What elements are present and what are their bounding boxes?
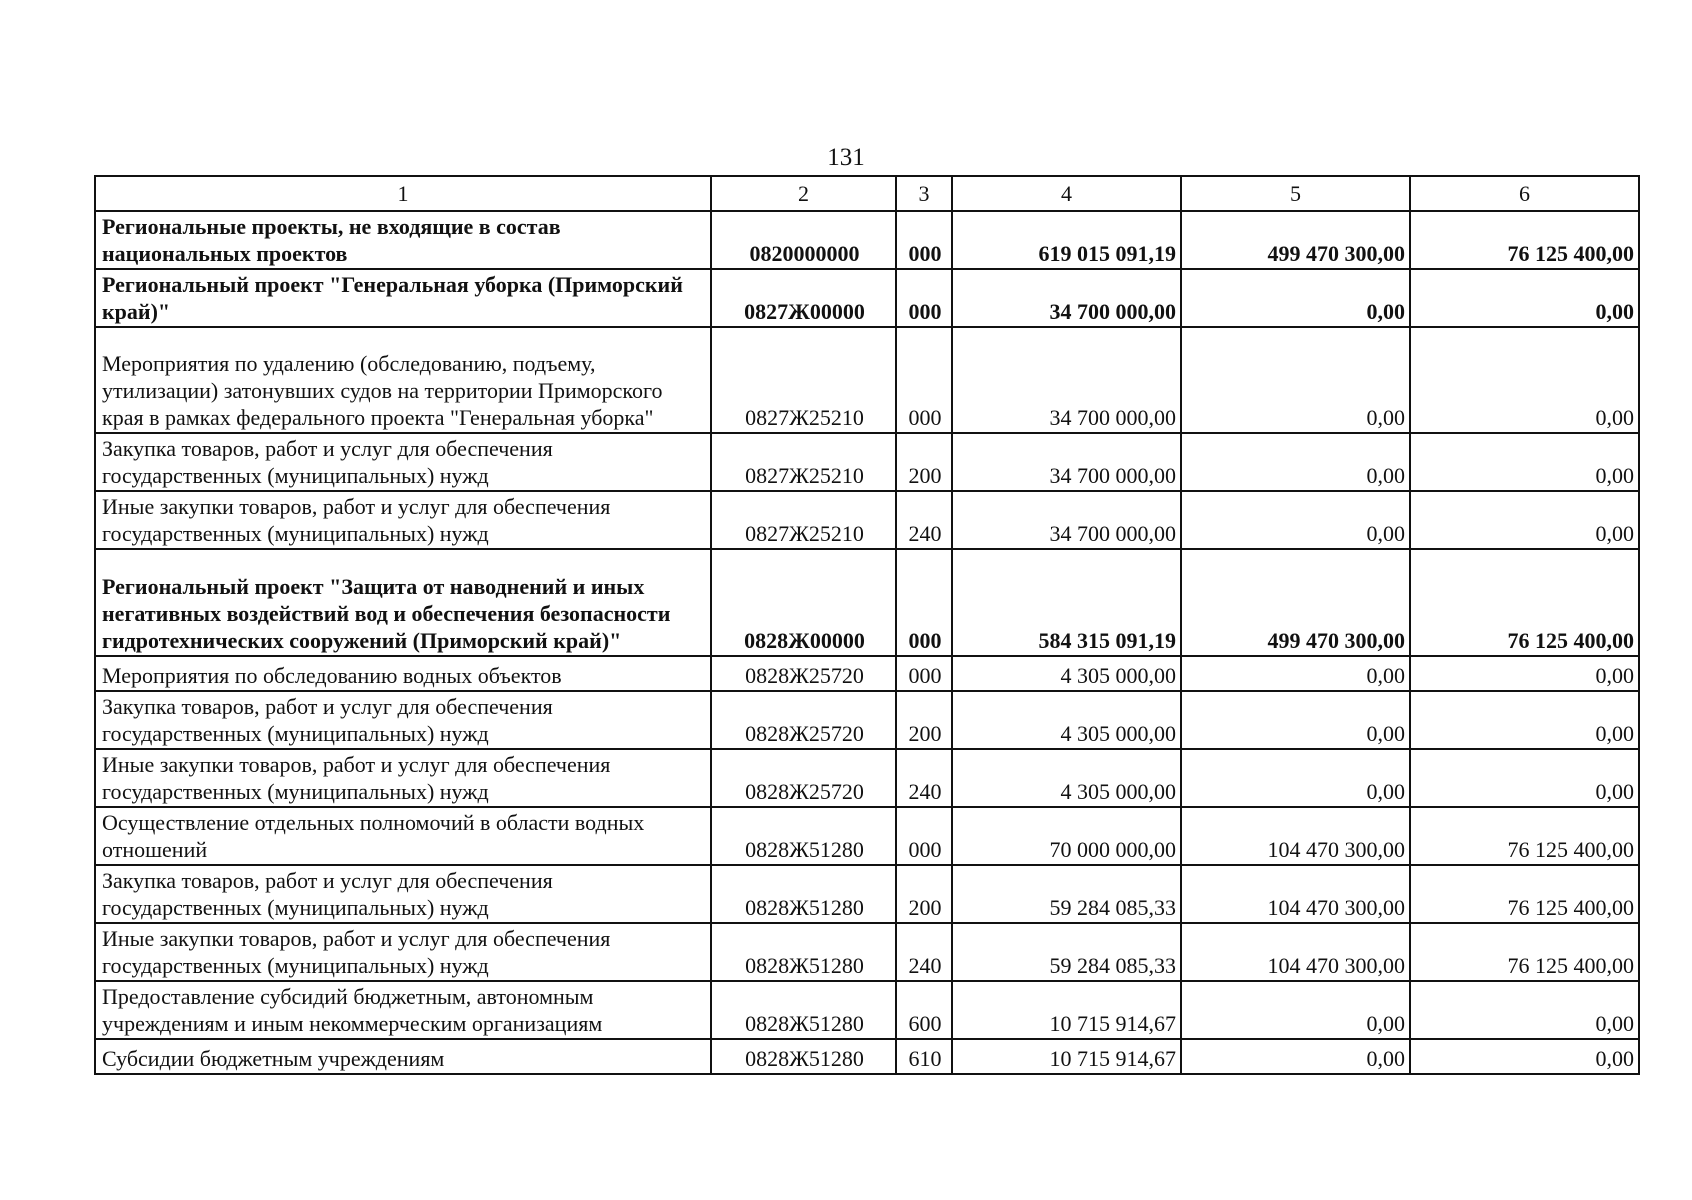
row-value-col6: 0,00: [1410, 327, 1639, 433]
row-expense-type-cell: 610: [896, 1039, 952, 1074]
row-value-col5: 0,00: [1181, 269, 1410, 327]
table-row: [95, 749, 1639, 807]
row-name-cell: Закупка товаров, работ и услуг для обеспечения государственных (муниципальных) нужд: [95, 865, 711, 923]
row-expense-type-cell: 600: [896, 981, 952, 1039]
row-code-cell: 0828Ж25720: [711, 656, 896, 691]
row-code-cell: 0827Ж25210: [711, 491, 896, 549]
column-header: 5: [1181, 176, 1410, 211]
row-expense-type-cell: 000: [896, 211, 952, 269]
row-value-col4: 34 700 000,00: [952, 327, 1181, 433]
row-code-cell: 0827Ж25210: [711, 433, 896, 491]
row-value-col5: 0,00: [1181, 433, 1410, 491]
table-row: [95, 865, 1639, 923]
row-code-cell: 0820000000: [711, 211, 896, 269]
row-expense-type-cell: 240: [896, 491, 952, 549]
row-name-cell: Иные закупки товаров, работ и услуг для обеспечения государственных (муниципальных) нужд: [95, 749, 711, 807]
row-code-cell: 0828Ж25720: [711, 749, 896, 807]
row-value-col4: 4 305 000,00: [952, 691, 1181, 749]
row-name-cell: Региональный проект "Генеральная уборка (Приморский край)": [95, 269, 711, 327]
row-value-col6: 0,00: [1410, 656, 1639, 691]
row-value-col4: 584 315 091,19: [952, 549, 1181, 656]
row-code-cell: 0828Ж51280: [711, 923, 896, 981]
row-value-col4: 59 284 085,33: [952, 923, 1181, 981]
table-row: [95, 549, 1639, 656]
row-value-col5: 499 470 300,00: [1181, 211, 1410, 269]
row-value-col4: 34 700 000,00: [952, 269, 1181, 327]
row-value-col6: 0,00: [1410, 1039, 1639, 1074]
row-value-col5: 0,00: [1181, 981, 1410, 1039]
row-expense-type-cell: 200: [896, 433, 952, 491]
row-value-col5: 0,00: [1181, 1039, 1410, 1074]
row-expense-type-cell: 000: [896, 656, 952, 691]
row-code-cell: 0828Ж00000: [711, 549, 896, 656]
row-name-cell: Мероприятия по обследованию водных объектов: [95, 656, 711, 691]
row-value-col4: 70 000 000,00: [952, 807, 1181, 865]
table-row: [95, 1039, 1639, 1074]
row-expense-type-cell: 240: [896, 749, 952, 807]
row-value-col6: 0,00: [1410, 691, 1639, 749]
row-value-col4: 34 700 000,00: [952, 433, 1181, 491]
row-expense-type-cell: 200: [896, 865, 952, 923]
row-value-col5: 0,00: [1181, 491, 1410, 549]
row-value-col6: 0,00: [1410, 981, 1639, 1039]
row-name-cell: Региональный проект "Защита от наводнений и иных негативных воздействий вод и обеспечения безопасности гидротехнических сооружений (Приморский край)": [95, 549, 711, 656]
row-code-cell: 0827Ж00000: [711, 269, 896, 327]
table-row: [95, 923, 1639, 981]
row-value-col6: 76 125 400,00: [1410, 211, 1639, 269]
row-code-cell: 0828Ж51280: [711, 1039, 896, 1074]
row-name-cell: Региональные проекты, не входящие в состав национальных проектов: [95, 211, 711, 269]
table-row: [95, 211, 1639, 269]
row-name-cell: Иные закупки товаров, работ и услуг для обеспечения государственных (муниципальных) нужд: [95, 923, 711, 981]
row-expense-type-cell: 000: [896, 807, 952, 865]
row-expense-type-cell: 000: [896, 327, 952, 433]
row-value-col6: 76 125 400,00: [1410, 549, 1639, 656]
row-name-cell: Мероприятия по удалению (обследованию, подъему, утилизации) затонувших судов на территории Приморского края в рамках федерального проекта "Генеральная уборка": [95, 327, 711, 433]
row-value-col5: 0,00: [1181, 656, 1410, 691]
row-value-col4: 4 305 000,00: [952, 656, 1181, 691]
row-value-col6: 76 125 400,00: [1410, 865, 1639, 923]
page-number: 131: [827, 144, 865, 171]
row-value-col4: 4 305 000,00: [952, 749, 1181, 807]
row-name-cell: Осуществление отдельных полномочий в области водных отношений: [95, 807, 711, 865]
row-value-col4: 10 715 914,67: [952, 981, 1181, 1039]
row-value-col6: 76 125 400,00: [1410, 807, 1639, 865]
table-row: [95, 807, 1639, 865]
row-value-col6: 0,00: [1410, 433, 1639, 491]
row-name-cell: Субсидии бюджетным учреждениям: [95, 1039, 711, 1074]
row-expense-type-cell: 000: [896, 549, 952, 656]
table-row: [95, 656, 1639, 691]
row-code-cell: 0828Ж25720: [711, 691, 896, 749]
row-code-cell: 0827Ж25210: [711, 327, 896, 433]
row-value-col4: 619 015 091,19: [952, 211, 1181, 269]
row-name-cell: Закупка товаров, работ и услуг для обеспечения государственных (муниципальных) нужд: [95, 433, 711, 491]
column-header: 6: [1410, 176, 1639, 211]
row-value-col5: 0,00: [1181, 749, 1410, 807]
row-value-col5: 499 470 300,00: [1181, 549, 1410, 656]
table-row: [95, 981, 1639, 1039]
table-header: [95, 176, 1639, 211]
row-name-cell: Закупка товаров, работ и услуг для обеспечения государственных (муниципальных) нужд: [95, 691, 711, 749]
column-header: 4: [952, 176, 1181, 211]
row-value-col6: 76 125 400,00: [1410, 923, 1639, 981]
row-expense-type-cell: 000: [896, 269, 952, 327]
column-header: 2: [711, 176, 896, 211]
budget-table: [94, 175, 1640, 1075]
row-name-cell: Предоставление субсидий бюджетным, автономным учреждениям и иным некоммерческим организациям: [95, 981, 711, 1039]
table-body: [95, 211, 1639, 1074]
row-value-col5: 104 470 300,00: [1181, 807, 1410, 865]
row-value-col6: 0,00: [1410, 269, 1639, 327]
row-value-col5: 104 470 300,00: [1181, 865, 1410, 923]
row-value-col5: 104 470 300,00: [1181, 923, 1410, 981]
row-value-col5: 0,00: [1181, 691, 1410, 749]
table-row: [95, 433, 1639, 491]
row-value-col6: 0,00: [1410, 491, 1639, 549]
header-row: [95, 176, 1639, 211]
table-row: [95, 269, 1639, 327]
column-header: 3: [896, 176, 952, 211]
table-row: [95, 491, 1639, 549]
table-row: [95, 327, 1639, 433]
row-code-cell: 0828Ж51280: [711, 981, 896, 1039]
row-code-cell: 0828Ж51280: [711, 807, 896, 865]
row-value-col4: 10 715 914,67: [952, 1039, 1181, 1074]
row-value-col6: 0,00: [1410, 749, 1639, 807]
table-row: [95, 691, 1639, 749]
row-expense-type-cell: 240: [896, 923, 952, 981]
column-header: 1: [95, 176, 711, 211]
row-expense-type-cell: 200: [896, 691, 952, 749]
row-value-col4: 34 700 000,00: [952, 491, 1181, 549]
row-value-col5: 0,00: [1181, 327, 1410, 433]
row-code-cell: 0828Ж51280: [711, 865, 896, 923]
row-name-cell: Иные закупки товаров, работ и услуг для обеспечения государственных (муниципальных) нужд: [95, 491, 711, 549]
row-value-col4: 59 284 085,33: [952, 865, 1181, 923]
